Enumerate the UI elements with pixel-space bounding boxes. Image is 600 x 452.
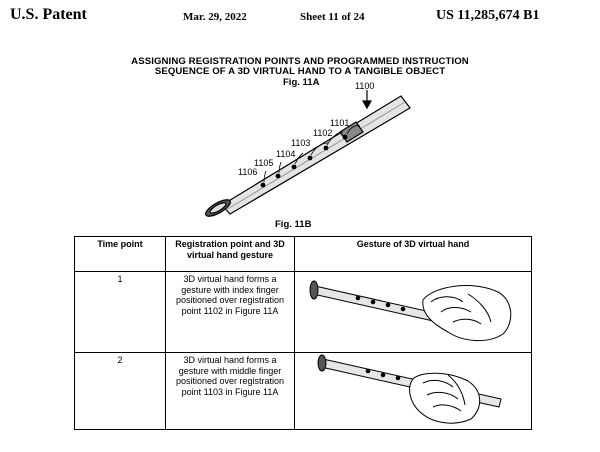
table-row: [75, 272, 532, 353]
ref-arrow-1100: [363, 90, 371, 108]
ref-1105: 1105: [254, 158, 274, 168]
ref-1102: 1102: [313, 128, 333, 138]
table-row: [75, 353, 532, 430]
hand-gesture-middle-image: [303, 353, 523, 427]
ref-1100: 1100: [355, 81, 375, 91]
description-text: 3D virtual hand forms a gesture with index finger positioned over registration point 1102 in Figure 11A: [175, 274, 285, 316]
gesture-image-cell: [295, 353, 532, 430]
ref-1106: 1106: [238, 167, 258, 177]
ref-1101: 1101: [330, 118, 350, 128]
flute-body: [203, 96, 410, 219]
col-gesture: Gesture of 3D virtual hand: [295, 237, 532, 272]
fig-11a-label: Fig. 11A: [283, 77, 320, 88]
sheet-number: Sheet 11 of 24: [300, 11, 365, 23]
fig-11b-label: Fig. 11B: [275, 219, 312, 230]
ref-1104: 1104: [276, 149, 296, 159]
gesture-image-cell: [295, 272, 532, 353]
patent-label: U.S. Patent: [10, 6, 87, 23]
figure-title-line1: ASSIGNING REGISTRATION POINTS AND PROGRAMMED INSTRUCTION: [131, 56, 469, 67]
description-cell: [166, 272, 295, 353]
patent-number: US 11,285,674 B1: [436, 8, 540, 23]
description-cell: [166, 353, 295, 430]
description-text: 3D virtual hand forms a gesture with middle finger positioned over registration point 1103 in Figure 11A: [175, 355, 285, 397]
table-header-row: [75, 237, 532, 272]
time-point-cell: 1: [75, 272, 166, 353]
time-point-cell: 2: [75, 353, 166, 430]
figure-title-line2: SEQUENCE OF A 3D VIRTUAL HAND TO A TANGIBLE OBJECT: [154, 66, 446, 77]
col-registration-text: Registration point and 3D virtual hand gesture: [175, 239, 285, 260]
hand-gesture-index-image: [303, 272, 523, 350]
patent-date: Mar. 29, 2022: [183, 11, 247, 23]
col-registration: [166, 237, 295, 272]
ref-1103: 1103: [291, 138, 311, 148]
col-time-point: Time point: [75, 237, 166, 272]
gesture-table: [74, 236, 532, 430]
